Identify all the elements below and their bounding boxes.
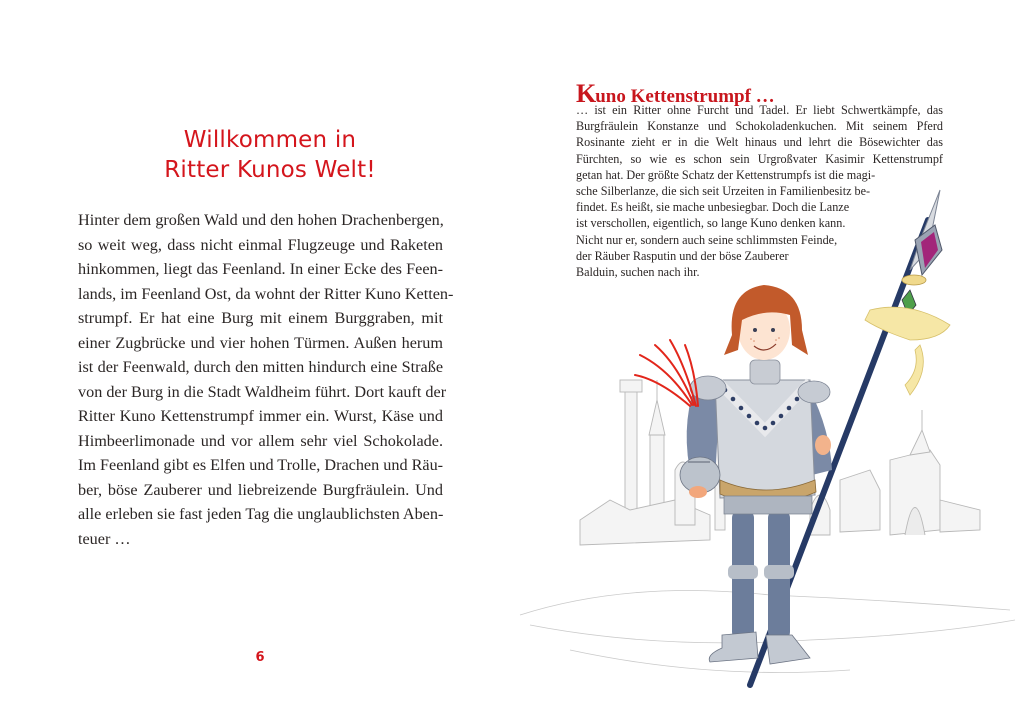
body-line: lands, im Feenland Ost, da wohnt der Ritter Kuno Ketten- [78, 284, 454, 303]
sidebar-line: Fürchten, so wie es schon sein Urgroßvater Kasimir Kettenstrumpf [576, 151, 943, 166]
body-line: hinkommen, liegt das Feenland. In einer Ecke des Feen- [78, 260, 443, 278]
body-line: alle erleben sie fast jeden Tag die unglaublichsten Aben- [78, 505, 444, 523]
body-line: Himbeerlimonade und vor allem sehr viel Schokolade. [78, 431, 443, 450]
body-line: ber, böse Zauberer und liebreizende Burgfräulein. Und [78, 480, 443, 499]
sidebar-title-initial: K [576, 78, 596, 108]
body-line: von der Burg in die Stadt Waldheim führt. Dort kauft der [78, 382, 447, 401]
castle-sketch-right [810, 410, 980, 535]
sidebar-line: Burgfräulein Konstanze und Schokoladenkuchen. Mit seinem Pferd [576, 119, 943, 134]
right-page [510, 0, 1020, 720]
lance-head [902, 190, 942, 315]
sidebar-line: sche Silberlanze, die sich seit Urzeiten in Familienbesitz be- [576, 184, 871, 199]
sidebar-line: der Räuber Rasputin und der böse Zauberer [576, 248, 789, 263]
body-line: strumpf. Er hat eine Burg mit einem Burggraben, mit [78, 309, 443, 327]
body-line: Hinter dem großen Wald und den hohen Drachenbergen, [78, 211, 444, 229]
chapter-title-line-1: Willkommen in [183, 127, 357, 154]
body-line: Im Feenland gibt es Elfen und Trolle, Drachen und Räu- [78, 456, 444, 474]
page-number: 6 [255, 650, 265, 665]
sidebar-line: … ist ein Ritter ohne Furcht und Tadel. Er liebt Schwertkämpfe, das [576, 103, 943, 117]
chapter-title-line-2: Ritter Kunos Welt! [164, 157, 376, 184]
helmet-plume [635, 340, 698, 406]
body-line: so weit weg, dass nicht einmal Flugzeuge und Raketen [78, 235, 443, 254]
body-text [78, 208, 454, 551]
sidebar-line: getan hat. Der größte Schatz der Kettenstrumpfs ist die magi- [576, 167, 876, 182]
body-line: Ritter Kuno Kettenstrumpf immer ein. Wurst, Käse und [78, 407, 443, 425]
sidebar-line: findet. Es heißt, sie mache unbesiegbar. Doch die Lanze [576, 200, 850, 215]
sidebar-line: Balduin, suchen nach ihr. [576, 265, 700, 280]
sidebar-line: Nicht nur er, sondern auch seine schlimmsten Feinde, [576, 232, 838, 247]
sidebar-line: Rosinante zieht er in die Welt hinaus und lehrt die Bösewichter das [576, 135, 943, 150]
chapter-title [120, 125, 420, 185]
body-line: einer Zugbrücke und vier hohen Türmen. Außen herum [78, 333, 443, 352]
knight-torso [680, 360, 832, 514]
sidebar-title-rest: uno Kettenstrumpf … [595, 85, 775, 107]
body-line: teuer … [78, 529, 131, 548]
sidebar-line: ist verschollen, eigentlich, so lange Kuno denken kann. [576, 216, 846, 231]
knight-illustration [510, 180, 1020, 720]
body-line: ist der Feenwald, durch den mitten hindurch eine Straße [78, 358, 443, 376]
knight-head [724, 285, 808, 360]
knight-legs [709, 510, 810, 664]
